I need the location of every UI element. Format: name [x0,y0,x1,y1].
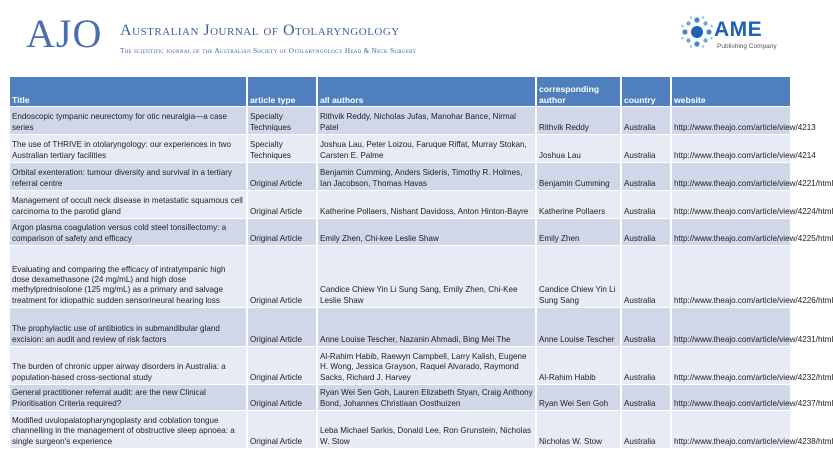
ame-logo [680,15,790,59]
cell-article-type: Original Article [248,163,316,190]
cell-country: Australia [622,191,670,218]
cell-authors: Al-Rahim Habib, Raewyn Campbell, Larry Kalish, Eugene H. Wong, Jessica Grayson, Raquel Alvarado, Raymond Sacks, Richard J. Harvey [318,347,535,384]
cell-website[interactable]: http://www.theajo.com/article/view/4214 [672,135,790,162]
cell-authors: Ryan Wei Sen Goh, Lauren Elizabeth Styan, Craig Anthony Bond, Johannes Christiaan Oosthuizen [318,385,535,410]
table-row [10,347,790,384]
table-row [10,411,790,448]
cell-article-type: Original Article [248,385,316,410]
cell-authors: Candice Chiew Yin Li Sung Sang, Emily Zhen, Chi-Kee Leslie Shaw [318,246,535,307]
cell-title: Evaluating and comparing the efficacy of intratympanic high dose dexamethasone (24 mg/mL) and high dose methylprednisolone (125 mg/mL) as a primary and salvage treatment for idiopathic sudden sensorineural hearing loss [10,246,246,307]
table-row [10,107,790,134]
cell-article-type: Original Article [248,308,316,346]
cell-corresponding-author: Al-Rahim Habib [537,347,620,384]
cell-authors: Joshua Lau, Peter Loizou, Faruque Riffat, Murray Stokan, Carsten E. Palme [318,135,535,162]
cell-authors: Rithvik Reddy, Nicholas Jufas, Manohar Bance, Nirmal Patel [318,107,535,134]
cell-website[interactable]: http://www.theajo.com/article/view/4213 [672,107,790,134]
cell-country: Australia [622,219,670,245]
cell-website[interactable]: http://www.theajo.com/article/view/4226/html [672,246,790,307]
column-header-article-type: article type [248,77,316,106]
column-header-corresponding-author: corresponding author [537,77,620,106]
cell-authors: Benjamin Cumming, Anders Sideris, Timothy R. Holmes, Ian Jacobson, Thomas Havas [318,163,535,190]
cell-article-type: Specialty Techniques [248,107,316,134]
cell-article-type: Specialty Techniques [248,135,316,162]
table-row [10,385,790,410]
column-header-website: website [672,77,790,106]
table-row [10,246,790,307]
cell-title: The burden of chronic upper airway disorders in Australia: a population-based cross-sectional study [10,347,246,384]
cell-country: Australia [622,163,670,190]
cell-corresponding-author: Nicholas W. Stow [537,411,620,448]
articles-table [8,76,833,449]
table-row [10,163,790,190]
cell-country: Australia [622,308,670,346]
cell-corresponding-author: Anne Louise Tescher [537,308,620,346]
cell-article-type: Original Article [248,219,316,245]
cell-country: Australia [622,347,670,384]
cell-country: Australia [622,135,670,162]
page-header [0,0,800,70]
table-row [10,219,790,245]
cell-website[interactable]: http://www.theajo.com/article/view/4231/html [672,308,790,346]
table-row [10,135,790,162]
cell-website[interactable]: http://www.theajo.com/article/view/4232/html [672,347,790,384]
ame-dots-icon [680,15,714,49]
cell-title: Orbital exenteration: tumour diversity and survival in a tertiary referral centre [10,163,246,190]
cell-country: Australia [622,411,670,448]
column-header-authors: all authors [318,77,535,106]
cell-corresponding-author: Emily Zhen [537,219,620,245]
cell-website[interactable]: http://www.theajo.com/article/view/4224/html [672,191,790,218]
cell-corresponding-author: Benjamin Cumming [537,163,620,190]
cell-title: General practitioner referral audit: are the new Clinical Prioritisation Criteria required? [10,385,246,410]
cell-title: The use of THRIVE in otolaryngology: our experiences in two Australian tertiary facilities [10,135,246,162]
ajo-logo: AJO [26,11,103,56]
journal-subtitle: The scientific journal of the Australian Society of Otolaryngology Head & Neck Surgery [120,47,417,55]
cell-title: Modified uvulopalatopharyngoplasty and coblation tongue channelling in the management of obstructive sleep apnoea: a single surgeon's experience [10,411,246,448]
cell-country: Australia [622,246,670,307]
column-header-title: Title [10,77,246,106]
cell-article-type: Original Article [248,191,316,218]
cell-article-type: Original Article [248,246,316,307]
articles-table-container [10,76,833,449]
table-row [10,191,790,218]
cell-website[interactable]: http://www.theajo.com/article/view/4238/html [672,411,790,448]
cell-authors: Emily Zhen, Chi-kee Leslie Shaw [318,219,535,245]
cell-title: Argon plasma coagulation versus cold steel tonsillectomy: a comparison of safety and efficacy [10,219,246,245]
cell-authors: Katherine Pollaers, Nishant Davidoss, Anton Hinton-Bayre [318,191,535,218]
cell-corresponding-author: Joshua Lau [537,135,620,162]
table-row [10,308,790,346]
cell-authors: Leba Michael Sarkis, Donald Lee, Ron Grunstein, Nicholas W. Stow [318,411,535,448]
cell-corresponding-author: Candice Chiew Yin Li Sung Sang [537,246,620,307]
cell-title: Management of occult neck disease in metastatic squamous cell carcinoma to the parotid gland [10,191,246,218]
cell-corresponding-author: Katherine Pollaers [537,191,620,218]
cell-country: Australia [622,385,670,410]
cell-article-type: Original Article [248,347,316,384]
cell-website[interactable]: http://www.theajo.com/article/view/4237/html [672,385,790,410]
cell-authors: Anne Louise Tescher, Nazanin Ahmadi, Bing Mei The [318,308,535,346]
ame-wordmark: AME [714,18,763,41]
cell-corresponding-author: Ryan Wei Sen Goh [537,385,620,410]
cell-website[interactable]: http://www.theajo.com/article/view/4225/html [672,219,790,245]
table-header-row [10,77,790,106]
cell-corresponding-author: Rithvik Reddy [537,107,620,134]
ame-subtitle: Publishing Company [717,43,777,50]
cell-title: Endoscopic tympanic neurectomy for otic neuralgia—a case series [10,107,246,134]
cell-website[interactable]: http://www.theajo.com/article/view/4221/html [672,163,790,190]
cell-article-type: Original Article [248,411,316,448]
column-header-country: country [622,77,670,106]
cell-country: Australia [622,107,670,134]
cell-title: The prophylactic use of antibiotics in submandibular gland excision: an audit and review of risk factors [10,308,246,346]
journal-title: Australian Journal of Otolaryngology [120,22,400,39]
